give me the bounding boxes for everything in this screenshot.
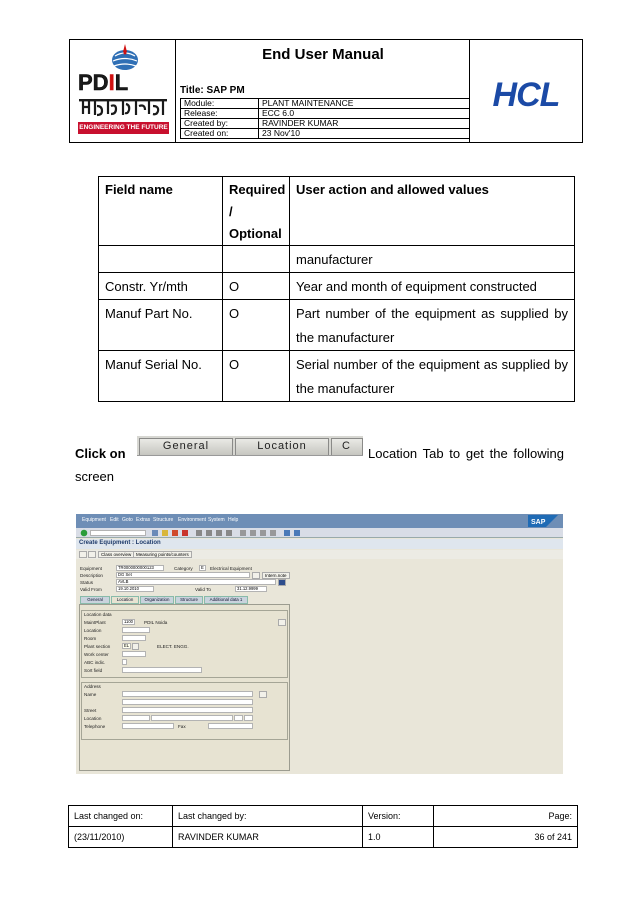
sap-tab-additional-data[interactable]: Additional data 1	[204, 596, 248, 604]
table-row	[99, 273, 575, 300]
sort-field[interactable]	[122, 667, 202, 673]
work-center-label: Work center	[84, 652, 109, 657]
search-help-icon[interactable]	[132, 643, 139, 650]
hcl-logo-text: HCL	[492, 76, 560, 114]
meta-value: RAVINDER KUMAR	[259, 119, 470, 129]
column-header-user-action: User action and allowed values	[290, 177, 575, 246]
description-field[interactable]: DG Set	[116, 572, 250, 578]
intern-note-button[interactable]: Intern.note	[262, 572, 290, 579]
location-field[interactable]	[122, 627, 150, 633]
field-name-cell: Manuf Part No.	[99, 300, 223, 351]
toolbar-icons[interactable]	[152, 529, 302, 537]
menu-item-equipment[interactable]: Equipment	[82, 517, 106, 523]
optional-label: Optional	[229, 226, 282, 241]
sort-field-label: Sort field	[84, 668, 103, 673]
maint-plant-field[interactable]: 1100	[124, 619, 134, 624]
equipment-field[interactable]: TR0000000000123	[116, 565, 164, 571]
sap-screen-title: Create Equipment : Location	[76, 539, 563, 549]
document-meta-table	[180, 98, 470, 139]
telephone-field[interactable]	[122, 723, 174, 729]
hcl-logo	[470, 40, 582, 142]
name-field[interactable]	[122, 691, 253, 697]
tab-strip-image	[137, 436, 363, 456]
valid-from-field[interactable]: 19.10.2010	[116, 586, 154, 592]
footer-value-date: (23/11/2010)	[69, 827, 173, 848]
footer-label-page: Page:	[434, 806, 578, 827]
required-cell	[223, 246, 290, 273]
category-text: Electrical Equipment	[210, 566, 252, 571]
category-label: Category	[174, 566, 193, 571]
description-cell: manufacturer	[290, 246, 575, 273]
meta-label: Created on:	[181, 129, 259, 139]
location-data-title: Location data	[84, 612, 112, 617]
description-line: the manufacturer	[296, 381, 395, 396]
telephone-label: Telephone	[84, 724, 106, 729]
footer-label-last-changed-on: Last changed on:	[69, 806, 173, 827]
table-row	[99, 246, 575, 273]
abc-indic-label: ABC indic.	[84, 660, 106, 665]
room-label: Room	[84, 636, 97, 641]
document-title: End User Manual	[262, 46, 384, 63]
status-field[interactable]: AVLB	[116, 579, 276, 585]
fax-label: Fax	[178, 724, 186, 729]
long-text-icon[interactable]	[252, 572, 260, 579]
location-data-group	[81, 610, 288, 678]
tab-partial[interactable]: C	[331, 438, 363, 455]
sap-tool-icon[interactable]	[88, 551, 96, 558]
valid-from-label: Valid From	[80, 587, 102, 592]
footer-value-page: 36 of 241	[434, 827, 578, 848]
field-name-cell: Constr. Yr/mth	[99, 273, 223, 300]
hcl-wordmark	[470, 40, 582, 142]
menu-item-help[interactable]: Help	[228, 517, 239, 523]
meta-label: Release:	[181, 109, 259, 119]
required-label: Required	[229, 182, 286, 197]
description-cell: Year and month of equipment constructed	[290, 273, 575, 300]
footer-label-last-changed-by: Last changed by:	[173, 806, 363, 827]
svg-text:SAP: SAP	[531, 519, 546, 526]
location-label: Location	[84, 628, 102, 633]
instruction-text-continued: screen	[75, 469, 115, 484]
tab-location[interactable]: Location	[235, 438, 329, 455]
category-field[interactable]: E	[199, 565, 206, 571]
room-field[interactable]	[122, 635, 146, 641]
valid-to-label: Valid To	[195, 587, 211, 592]
field-table	[98, 176, 575, 402]
class-overview-button[interactable]: Class overview	[98, 551, 134, 558]
document-footer	[68, 805, 578, 848]
plant-section-field[interactable]: EL	[124, 643, 130, 648]
status-label: Status	[80, 580, 94, 585]
region-field[interactable]	[244, 715, 253, 721]
pdil-wordmark: PDIL	[78, 70, 129, 95]
valid-to-field[interactable]: 31.12.9999	[235, 586, 267, 592]
maint-plant-label: MaintPlant	[84, 620, 106, 625]
sap-tab-panel	[79, 604, 290, 771]
description-cell	[290, 351, 575, 402]
description-label: Description	[80, 573, 103, 578]
sap-logo-icon	[528, 515, 558, 527]
plant-section-label: Plant section	[84, 644, 111, 649]
required-cell: O	[223, 300, 290, 351]
description-cell	[290, 300, 575, 351]
tab-general[interactable]: General	[139, 438, 233, 455]
document-header	[69, 39, 583, 143]
street-label: Street	[84, 708, 97, 713]
field-name-cell	[99, 246, 223, 273]
maint-plant-text: PDIL Noida	[144, 620, 168, 625]
menu-item-environment[interactable]: Environment	[178, 517, 207, 523]
status-info-icon[interactable]	[278, 579, 286, 586]
footer-value-author: RAVINDER KUMAR	[173, 827, 363, 848]
click-on-label: Click on	[75, 446, 126, 461]
city-field[interactable]	[151, 715, 233, 721]
work-center-field[interactable]	[122, 651, 146, 657]
meta-value: ECC 6.0	[259, 109, 470, 119]
menu-item-edit[interactable]: Edit	[110, 517, 119, 523]
meta-label: Created by:	[181, 119, 259, 129]
meta-label: Module:	[181, 99, 259, 109]
instruction-text: Location Tab to get the following	[368, 446, 564, 461]
address-location-label: Location	[84, 716, 102, 721]
country-field[interactable]	[234, 715, 243, 721]
pdil-hindi-wordmark	[79, 98, 167, 118]
address-group	[81, 682, 288, 740]
sap-tool-icon[interactable]	[79, 551, 87, 558]
plant-section-text: ELECT. ENGG.	[157, 644, 189, 649]
sap-toolbar	[76, 528, 563, 538]
name-label: Name	[84, 692, 97, 697]
field-name-cell: Manuf Serial No.	[99, 351, 223, 402]
pdil-tagline: ENGINEERING THE FUTURE	[78, 122, 169, 134]
name-field-2[interactable]	[122, 699, 253, 705]
address-detail-icon[interactable]	[259, 691, 267, 698]
street-field[interactable]	[122, 707, 253, 713]
description-line: the manufacturer	[296, 330, 395, 345]
sap-screenshot	[76, 514, 563, 774]
measuring-points-button[interactable]: Measuring points/counters	[133, 551, 192, 558]
description-line: Serial number of the equipment as supplied by	[296, 357, 568, 372]
sap-tab-general[interactable]: General	[80, 596, 110, 604]
meta-value: PLANT MAINTENANCE	[259, 99, 470, 109]
menu-item-goto[interactable]: Goto	[122, 517, 133, 523]
pdil-logo	[70, 40, 176, 142]
footer-label-version: Version:	[363, 806, 434, 827]
description-line: Part number of the equipment as supplied by	[296, 306, 568, 321]
footer-value-version: 1.0	[363, 827, 434, 848]
address-title: Address	[84, 684, 101, 689]
table-row	[99, 300, 575, 351]
table-row	[99, 351, 575, 402]
sap-tab-structure[interactable]: Structure	[175, 596, 203, 604]
sap-menu-bar	[76, 514, 563, 528]
column-header-field-name: Field name	[99, 177, 223, 246]
document-subtitle: Title: SAP PM	[180, 85, 245, 96]
command-field[interactable]	[90, 530, 146, 536]
fax-field[interactable]	[208, 723, 253, 729]
menu-item-extras[interactable]: Extras	[136, 517, 151, 523]
equipment-label: Equipment	[80, 566, 102, 571]
address-icon[interactable]	[278, 619, 286, 626]
menu-item-system[interactable]: System	[208, 517, 225, 523]
enter-icon[interactable]	[80, 529, 88, 537]
required-cell: O	[223, 351, 290, 402]
abc-indic-field[interactable]	[122, 659, 127, 665]
sap-tab-organization[interactable]: Organization	[140, 596, 174, 604]
slash-label: /	[229, 204, 233, 219]
sap-application-toolbar	[76, 550, 563, 559]
sap-tab-location[interactable]: Location	[111, 596, 139, 604]
globe-icon	[105, 44, 145, 70]
menu-item-structure[interactable]: Structure	[153, 517, 174, 523]
required-cell: O	[223, 273, 290, 300]
postal-code-field[interactable]	[122, 715, 150, 721]
column-header-required-optional	[223, 177, 290, 246]
meta-value: 23 Nov'10	[259, 129, 470, 139]
header-info	[176, 40, 470, 142]
